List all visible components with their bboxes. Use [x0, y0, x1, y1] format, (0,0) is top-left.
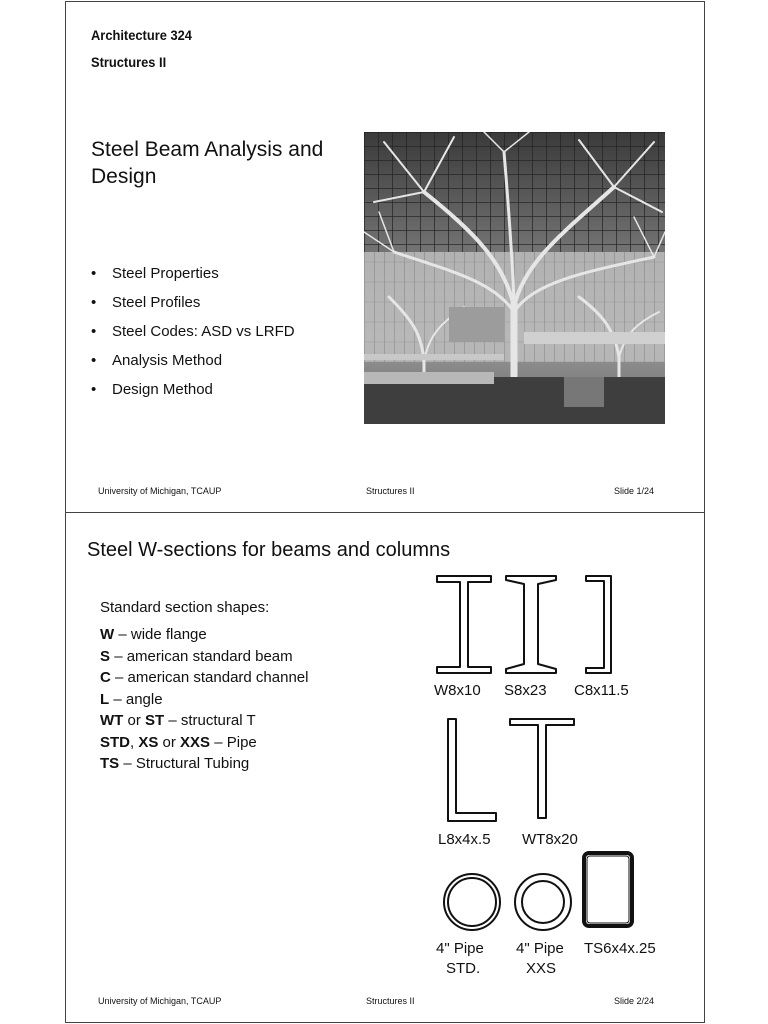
bullet-glyph: •: [91, 265, 97, 282]
bullet-item: • Steel Profiles: [91, 294, 201, 311]
label-s8x23: S8x23: [504, 682, 547, 699]
label-l8x4x-5: L8x4x.5: [438, 831, 491, 848]
bullet-glyph: •: [91, 294, 97, 311]
slide-2: [65, 512, 705, 1023]
bullet-glyph: •: [91, 381, 97, 398]
label-pipe-std-line2: STD.: [446, 960, 481, 977]
w-section-icon: [437, 576, 491, 673]
bullet-item: • Steel Properties: [91, 265, 219, 282]
bullet-item: • Steel Codes: ASD vs LRFD: [91, 323, 295, 340]
section-shapes-list: [100, 624, 308, 775]
shape-item-wt-st: WT or ST – structural T: [100, 712, 256, 729]
steel-sections-diagram: [434, 568, 684, 988]
label-w8x10: W8x10: [434, 682, 481, 699]
slide-1: [65, 1, 705, 513]
bullet-glyph: •: [91, 323, 97, 340]
shape-item-l: L – angle: [100, 690, 163, 708]
footer-center: Structures II: [366, 996, 415, 1006]
c-section-icon: [586, 576, 611, 673]
shape-item-pipe: STD, XS or XXS – Pipe: [100, 733, 257, 751]
section-shapes-heading: Standard section shapes:: [100, 599, 270, 616]
course-title: Architecture 324: [91, 27, 192, 43]
wt-section-icon: [510, 719, 574, 818]
footer-left: University of Michigan, TCAUP: [98, 486, 222, 496]
shape-item-ts: TS – Structural Tubing: [100, 755, 250, 772]
bullet-glyph: •: [91, 352, 97, 369]
label-pipe-std-line1: 4" Pipe: [436, 940, 484, 957]
s-section-icon: [506, 576, 556, 673]
l-section-icon: [448, 719, 496, 821]
label-pipe-xxs-line1: 4" Pipe: [516, 940, 564, 957]
tree-column-photo: [364, 132, 665, 424]
shape-item-s: S – american standard beam: [100, 647, 293, 665]
shape-item-w: W – wide flange: [100, 626, 207, 643]
slide-title: Steel W-sections for beams and columns: [87, 539, 451, 561]
pipe-xxs-icon: [515, 874, 571, 930]
shape-item-c: C – american standard channel: [100, 669, 309, 686]
pipe-std-icon: [444, 874, 500, 930]
label-pipe-xxs-line2: XXS: [526, 960, 557, 977]
footer-center: Structures II: [366, 486, 415, 496]
footer-right: Slide 2/24: [614, 996, 655, 1006]
slide-title: Steel Beam Analysis and Design: [91, 138, 324, 188]
course-subject: Structures II: [91, 54, 167, 70]
bullet-item: • Analysis Method: [91, 352, 223, 369]
label-wt8x20: WT8x20: [522, 831, 578, 848]
bullet-item: • Design Method: [91, 381, 213, 398]
footer-right: Slide 1/24: [614, 486, 655, 496]
footer-left: University of Michigan, TCAUP: [98, 996, 222, 1006]
bullet-list: [91, 264, 295, 409]
label-ts6x4x-25: TS6x4x.25: [584, 940, 656, 957]
label-c8x11-5: C8x11.5: [574, 682, 629, 699]
